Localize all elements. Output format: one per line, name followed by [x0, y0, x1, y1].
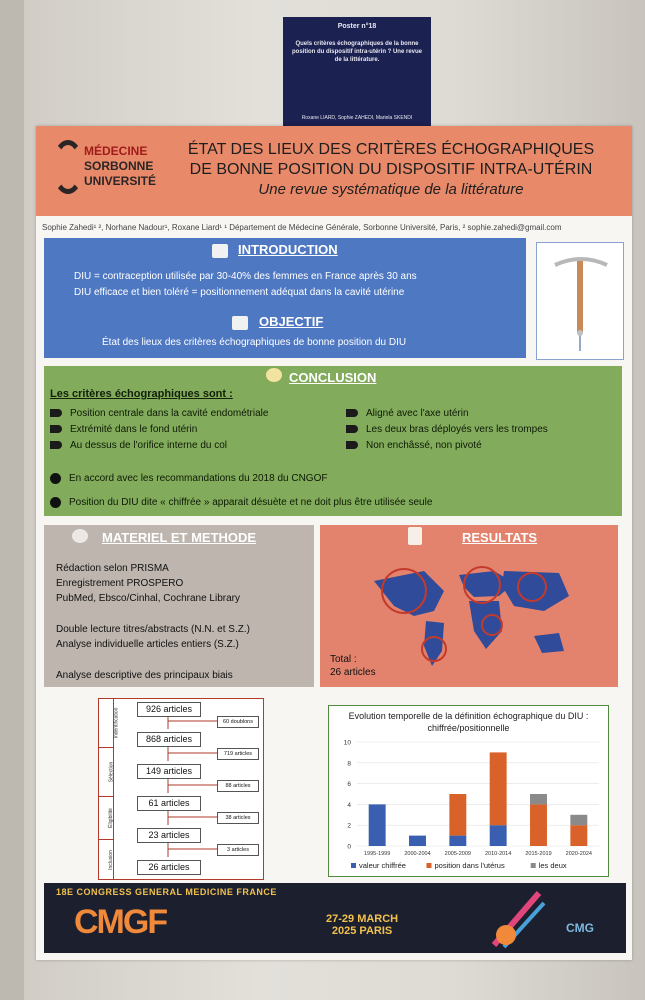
congress-footer [44, 883, 626, 953]
conclusion-note1: En accord avec les recommandations du 2018 du CNGOF [50, 473, 327, 484]
flow-exclusion-1: 60 doublons [217, 716, 259, 728]
x-tick-label-2: 2005-2009 [444, 851, 471, 857]
intro-line2: DIU efficace et bien toléré = positionnement adéquat dans la cavité utérine [74, 287, 405, 298]
question-icon [232, 316, 248, 330]
criterion-right-2: Les deux bras déployés vers les trompes [346, 424, 548, 435]
method-item-5: Analyse individuelle articles entiers (S.Z.) [56, 639, 239, 650]
objective-text: État des lieux des critères échographiques de bonne position du DIU [102, 337, 407, 348]
flow-stage-1: Indentification [99, 699, 114, 748]
methods-panel [44, 525, 314, 687]
cmg-logo: CMG [566, 921, 594, 935]
results-title: RESULTATS [462, 530, 538, 545]
flow-box-1: 926 articles [137, 702, 201, 717]
method-item-4: Double lecture titres/abstracts (N.N. et S.Z.) [56, 624, 250, 635]
flow-exclusion-2: 719 articles [217, 748, 259, 760]
method-item-6: Analyse descriptive des principaux biais [56, 670, 233, 681]
legend-swatch-1 [427, 863, 432, 868]
x-tick-label-3: 2010-2014 [485, 851, 512, 857]
logo-line1: MÉDECINE [84, 144, 148, 158]
flow-box-2: 868 articles [137, 732, 201, 747]
guitar-illustration-icon [484, 885, 554, 951]
methods-title: MATERIEL ET METHODE [102, 530, 257, 545]
congress-dates: 27-29 MARCH 2025 PARIS [326, 913, 399, 938]
criterion-left-3: Au dessus de l'orifice interne du col [50, 440, 227, 451]
results-panel [320, 525, 618, 687]
world-map-icon [364, 561, 574, 673]
conclusion-title: CONCLUSION [289, 370, 377, 385]
pointing-hand-icon [346, 425, 358, 433]
title-line1: ÉTAT DES LIEUX DES CRITÈRES ÉCHOGRAPHIQUES [187, 141, 595, 158]
minus-circle-icon [50, 497, 61, 508]
y-tick-label-1: 2 [347, 822, 351, 830]
pointing-hand-icon [50, 441, 62, 449]
poster-authors: Roxane LIARD, Sophie ZAHEDI, Mariela SKENDI [301, 115, 413, 121]
method-item-1: Rédaction selon PRISMA [56, 563, 169, 574]
door-frame [0, 0, 24, 1000]
pointing-hand-icon [346, 409, 358, 417]
flow-exclusion-5: 3 articles [217, 844, 259, 856]
handshake-icon [266, 368, 282, 382]
flow-stage-4: Inclusion [99, 840, 114, 879]
introduction-title: INTRODUCTION [238, 242, 338, 257]
pointing-hand-icon [50, 409, 62, 417]
y-tick-label-5: 10 [343, 739, 351, 747]
bar-5-1 [570, 825, 587, 846]
criterion-right-1: Aligné avec l'axe utérin [346, 408, 469, 419]
flow-box-3: 149 articles [137, 764, 201, 779]
legend-label-2: les deux [538, 861, 567, 870]
bar-2-1 [449, 794, 466, 836]
flow-box-6: 26 articles [137, 860, 201, 875]
x-tick-label-1: 2000-2004 [404, 851, 431, 857]
legend-swatch-2 [531, 863, 536, 868]
bar-4-2 [530, 794, 547, 804]
y-tick-label-3: 6 [347, 781, 351, 789]
objective-title: OBJECTIF [259, 314, 324, 329]
criterion-left-2: Extrémité dans le fond utérin [50, 424, 197, 435]
legend-label-0: valeur chiffrée [359, 861, 406, 870]
prisma-flowchart [98, 698, 264, 880]
puzzle-icon [212, 244, 228, 258]
conclusion-note2: Position du DIU dite « chiffrée » apparait désuète et ne doit plus être utilisée seule [50, 497, 432, 508]
authors-line: Sophie Zahedi¹ ², Norhane Nadour¹, Roxane Liard¹ ¹ Département de Médecine Générale, Sorbonne Université, Paris, ² sophie.zahedi@gmail.com [42, 223, 562, 232]
x-tick-label-0: 1995-1999 [364, 851, 391, 857]
method-item-3: PubMed, Ebsco/Cinhal, Cochrane Library [56, 593, 240, 604]
flow-stage-2: Sélection [99, 748, 114, 797]
title-line2: DE BONNE POSITION DU DISPOSITIF INTRA-UTÉRIN [189, 161, 593, 178]
x-tick-label-4: 2015-2019 [525, 851, 552, 857]
poster-number: Poster n°18 [337, 23, 377, 30]
criterion-right-3: Non enchâssé, non pivoté [346, 440, 482, 451]
conclusion-panel [44, 366, 622, 516]
intro-line1: DIU = contraception utilisée par 30-40% des femmes en France après 30 ans [74, 271, 417, 282]
flow-exclusion-4: 38 articles [217, 812, 259, 824]
chart-title: Evolution temporelle de la définition échographique du DIU : chiffrée/positionnelle [348, 711, 589, 733]
chart-plot [329, 706, 608, 876]
legend-label-1: position dans l'utérus [434, 861, 505, 870]
magnifier-icon [72, 529, 88, 543]
results-total: Total : 26 articles [330, 654, 376, 678]
bar-chart [328, 705, 609, 877]
conclusion-lead: Les critères échographiques sont : [50, 388, 233, 400]
logo-line2: SORBONNE [84, 159, 154, 173]
flow-exclusion-3: 88 articles [217, 780, 259, 792]
thumbs-up-icon [50, 473, 61, 484]
bar-5-2 [570, 815, 587, 825]
bar-3-1 [490, 752, 507, 825]
introduction-panel [44, 238, 526, 358]
flow-box-4: 61 articles [137, 796, 201, 811]
bar-0-0 [369, 804, 386, 846]
y-tick-label-4: 8 [347, 760, 351, 768]
pointing-hand-icon [346, 441, 358, 449]
legend-swatch-0 [351, 863, 356, 868]
iud-device-icon [537, 243, 623, 359]
pointing-hand-icon [50, 425, 62, 433]
bar-3-0 [490, 825, 507, 846]
bar-1-0 [409, 836, 426, 846]
congress-name: 18E CONGRESS GENERAL MEDICINE FRANCE [56, 887, 277, 897]
main-poster [36, 126, 632, 960]
x-tick-label-5: 2020-2024 [565, 851, 592, 857]
poster-question: Quels critères échographiques de la bonne position du dispositif intra-utérin ? Une revue de la littérature. [291, 41, 422, 64]
flow-box-5: 23 articles [137, 828, 201, 843]
clipboard-icon [408, 527, 422, 545]
logo-s-icon [52, 140, 84, 194]
logo-line3: UNIVERSITÉ [84, 174, 157, 188]
bar-4-1 [530, 804, 547, 846]
flow-stage-3: Éligibilité [99, 797, 114, 840]
university-logo [48, 136, 178, 196]
subtitle: Une revue systématique de la littérature [258, 181, 524, 198]
cmgf-logo: CMGF [74, 903, 167, 941]
y-tick-label-0: 0 [347, 843, 351, 851]
method-item-2: Enregistrement PROSPERO [56, 578, 184, 589]
poster-header [36, 126, 632, 216]
bar-2-0 [449, 836, 466, 846]
small-poster [283, 17, 431, 127]
y-tick-label-2: 4 [347, 801, 351, 809]
iud-image [536, 242, 624, 360]
criterion-left-1: Position centrale dans la cavité endométriale [50, 408, 268, 419]
